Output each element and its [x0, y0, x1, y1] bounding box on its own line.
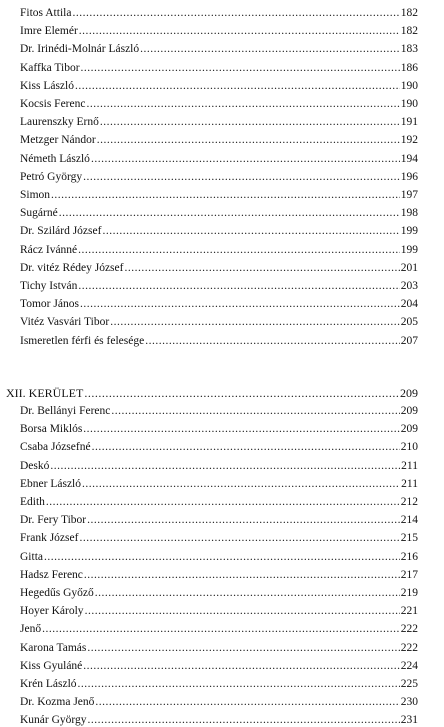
entry-page-number: 225: [400, 678, 418, 690]
dot-leader: [124, 261, 399, 275]
toc-entry: [20, 568, 418, 582]
dot-leader: [110, 315, 400, 329]
entry-name: Jenő: [20, 623, 42, 636]
dot-leader: [111, 404, 399, 418]
dot-leader: [81, 61, 400, 75]
entry-name: Tichy István: [20, 280, 78, 292]
toc-entry: [20, 6, 418, 20]
entry-name: Dr. vitéz Rédey József: [20, 261, 124, 274]
dot-leader: [83, 170, 400, 184]
entry-page-number: 224: [400, 659, 418, 672]
toc-entry: [20, 79, 418, 93]
dot-leader: [80, 297, 400, 311]
dot-leader: [97, 133, 400, 147]
entry-page-number: 182: [400, 25, 418, 38]
entry-page-number: 212: [400, 496, 418, 508]
toc-entry: [20, 152, 418, 166]
entry-name: Simon: [20, 189, 51, 201]
entry-name: Rácz Ivánné: [20, 243, 78, 256]
entry-page-number: 209: [400, 405, 418, 417]
entry-name: Kocsis Ferenc: [20, 98, 86, 110]
entry-name: Laurenszky Ernő: [20, 116, 99, 129]
entry-page-number: 207: [400, 334, 418, 347]
toc-entry: [20, 513, 418, 527]
entry-page-number: 191: [400, 116, 418, 129]
entry-name: Csaba Józsefné: [20, 441, 91, 454]
entry-page-number: 197: [400, 189, 418, 201]
entry-name: Imre Elemér: [20, 25, 78, 38]
entry-page-number: 204: [400, 298, 418, 311]
entry-page-number: 230: [400, 696, 418, 709]
toc-entry: [20, 61, 418, 75]
section-heading: [6, 386, 418, 400]
entry-page-number: 209: [400, 423, 418, 436]
toc-entry: [20, 115, 418, 129]
entry-name: Deskó: [20, 459, 50, 472]
entry-page-number: 194: [400, 152, 418, 165]
toc-entry: [20, 641, 418, 655]
toc-entry: [20, 24, 418, 38]
toc-entry: [20, 404, 418, 418]
toc-entry: [20, 297, 418, 311]
entry-page-number: 216: [400, 550, 418, 563]
toc-entry: [20, 695, 418, 709]
entry-page-number: 217: [400, 568, 418, 581]
dot-leader: [83, 422, 399, 436]
entry-name: Gitta: [20, 550, 43, 563]
section-title: XII. KERÜLET: [6, 385, 84, 400]
toc-entry: [20, 42, 418, 56]
entry-name: Fitos Attila: [20, 7, 72, 19]
entry-name: Kiss Gyuláné: [20, 659, 83, 672]
entry-page-number: 211: [401, 477, 418, 490]
entry-name: Metzger Nándor: [20, 134, 96, 147]
entry-page-number: 231: [400, 714, 418, 727]
dot-leader: [95, 695, 399, 709]
dot-leader: [51, 188, 400, 202]
entry-name: Krén László: [20, 678, 77, 690]
entry-name: Dr. Fery Tibor: [20, 514, 87, 527]
toc-entry: [20, 243, 418, 257]
entry-name: Ismeretlen férfi és felesége: [20, 334, 145, 347]
entry-page-number: 192: [400, 134, 418, 147]
entry-page-number: 214: [400, 514, 418, 527]
dot-leader: [42, 622, 400, 636]
entry-page-number: 199: [400, 243, 418, 256]
entry-name: Petró György: [20, 170, 83, 183]
dot-leader: [75, 79, 400, 93]
entry-page-number: 182: [400, 7, 418, 19]
entry-page-number: 201: [400, 261, 418, 274]
toc-entry: [20, 440, 418, 454]
toc-entry: [20, 495, 418, 509]
dot-leader: [78, 243, 400, 257]
dot-leader: [78, 677, 400, 691]
entry-name: Dr. Irinédi-Molnár László: [20, 43, 140, 56]
dot-leader: [72, 6, 399, 20]
entry-name: Tomor János: [20, 298, 79, 311]
entry-name: Kunár György: [20, 714, 87, 727]
entry-page-number: 190: [400, 79, 418, 92]
entry-page-number: 183: [400, 43, 418, 56]
entry-name: Ebner László: [20, 477, 81, 490]
toc-entry: [20, 224, 418, 238]
toc-entry: [20, 261, 418, 275]
entry-page-number: 186: [400, 61, 418, 74]
toc-entry: [20, 334, 418, 348]
dot-leader: [92, 440, 400, 454]
toc-entry: [20, 97, 418, 111]
toc-entry: [20, 586, 418, 600]
dot-leader: [91, 152, 400, 166]
entry-page-number: 199: [400, 225, 418, 238]
entry-name: Vitéz Vasvári Tibor: [20, 316, 110, 329]
entry-page-number: 211: [401, 459, 418, 472]
entry-name: Hadsz Ferenc: [20, 568, 83, 581]
toc-entry: [20, 459, 418, 473]
toc-entry: [20, 170, 418, 184]
dot-leader: [85, 604, 400, 618]
dot-leader: [79, 531, 399, 545]
entry-name: Hegedűs Győző: [20, 587, 94, 599]
entry-page-number: 219: [400, 587, 418, 599]
dot-leader: [84, 386, 399, 400]
entry-name: Hoyer Károly: [20, 605, 84, 618]
entry-name: Sugárné: [20, 207, 58, 220]
dot-leader: [82, 477, 400, 491]
dot-leader: [79, 24, 400, 38]
dot-leader: [50, 459, 400, 473]
dot-leader: [78, 279, 399, 293]
toc-entry: [20, 133, 418, 147]
entry-page-number: 222: [400, 641, 418, 654]
entry-name: Dr. Kozma Jenő: [20, 696, 95, 709]
dot-leader: [84, 568, 400, 582]
dot-leader: [87, 641, 399, 655]
toc-entry: [20, 279, 418, 293]
entry-page-number: 205: [400, 316, 418, 329]
entry-page-number: 190: [400, 98, 418, 110]
dot-leader: [46, 495, 400, 509]
entry-page-number: 196: [400, 170, 418, 183]
dot-leader: [140, 42, 400, 56]
dot-leader: [86, 97, 399, 111]
toc-entry: [20, 677, 418, 691]
entry-page-number: 221: [400, 605, 418, 618]
toc-entry: [20, 477, 418, 491]
section-page-number: 209: [400, 385, 418, 400]
entry-name: Frank József: [20, 532, 79, 545]
entry-name: Borsa Miklós: [20, 423, 83, 436]
toc-entry: [20, 531, 418, 545]
entry-page-number: 222: [400, 623, 418, 636]
dot-leader: [95, 586, 400, 600]
entry-name: Karona Tamás: [20, 641, 87, 654]
dot-leader: [87, 513, 400, 527]
entry-name: Németh László: [20, 152, 90, 165]
dot-leader: [44, 550, 400, 564]
entry-page-number: 215: [400, 532, 418, 545]
entry-page-number: 210: [400, 441, 418, 454]
entry-name: Edith: [20, 496, 45, 508]
dot-leader: [102, 224, 399, 238]
dot-leader: [88, 713, 400, 727]
toc-entry: [20, 422, 418, 436]
entry-name: Dr. Szilárd József: [20, 225, 102, 238]
toc-entry: [20, 622, 418, 636]
toc-entry: [20, 206, 418, 220]
entry-name: Dr. Bellányi Ferenc: [20, 405, 111, 417]
entry-name: Kiss László: [20, 79, 74, 92]
entry-page-number: 203: [400, 280, 418, 292]
toc-entry: [20, 315, 418, 329]
toc-entry: [20, 604, 418, 618]
dot-leader: [100, 115, 400, 129]
toc-entry: [20, 188, 418, 202]
entry-page-number: 198: [400, 207, 418, 220]
dot-leader: [59, 206, 400, 220]
toc-entry: [20, 713, 418, 727]
toc-entry: [20, 550, 418, 564]
entry-name: Kaffka Tibor: [20, 61, 80, 74]
dot-leader: [145, 334, 400, 348]
